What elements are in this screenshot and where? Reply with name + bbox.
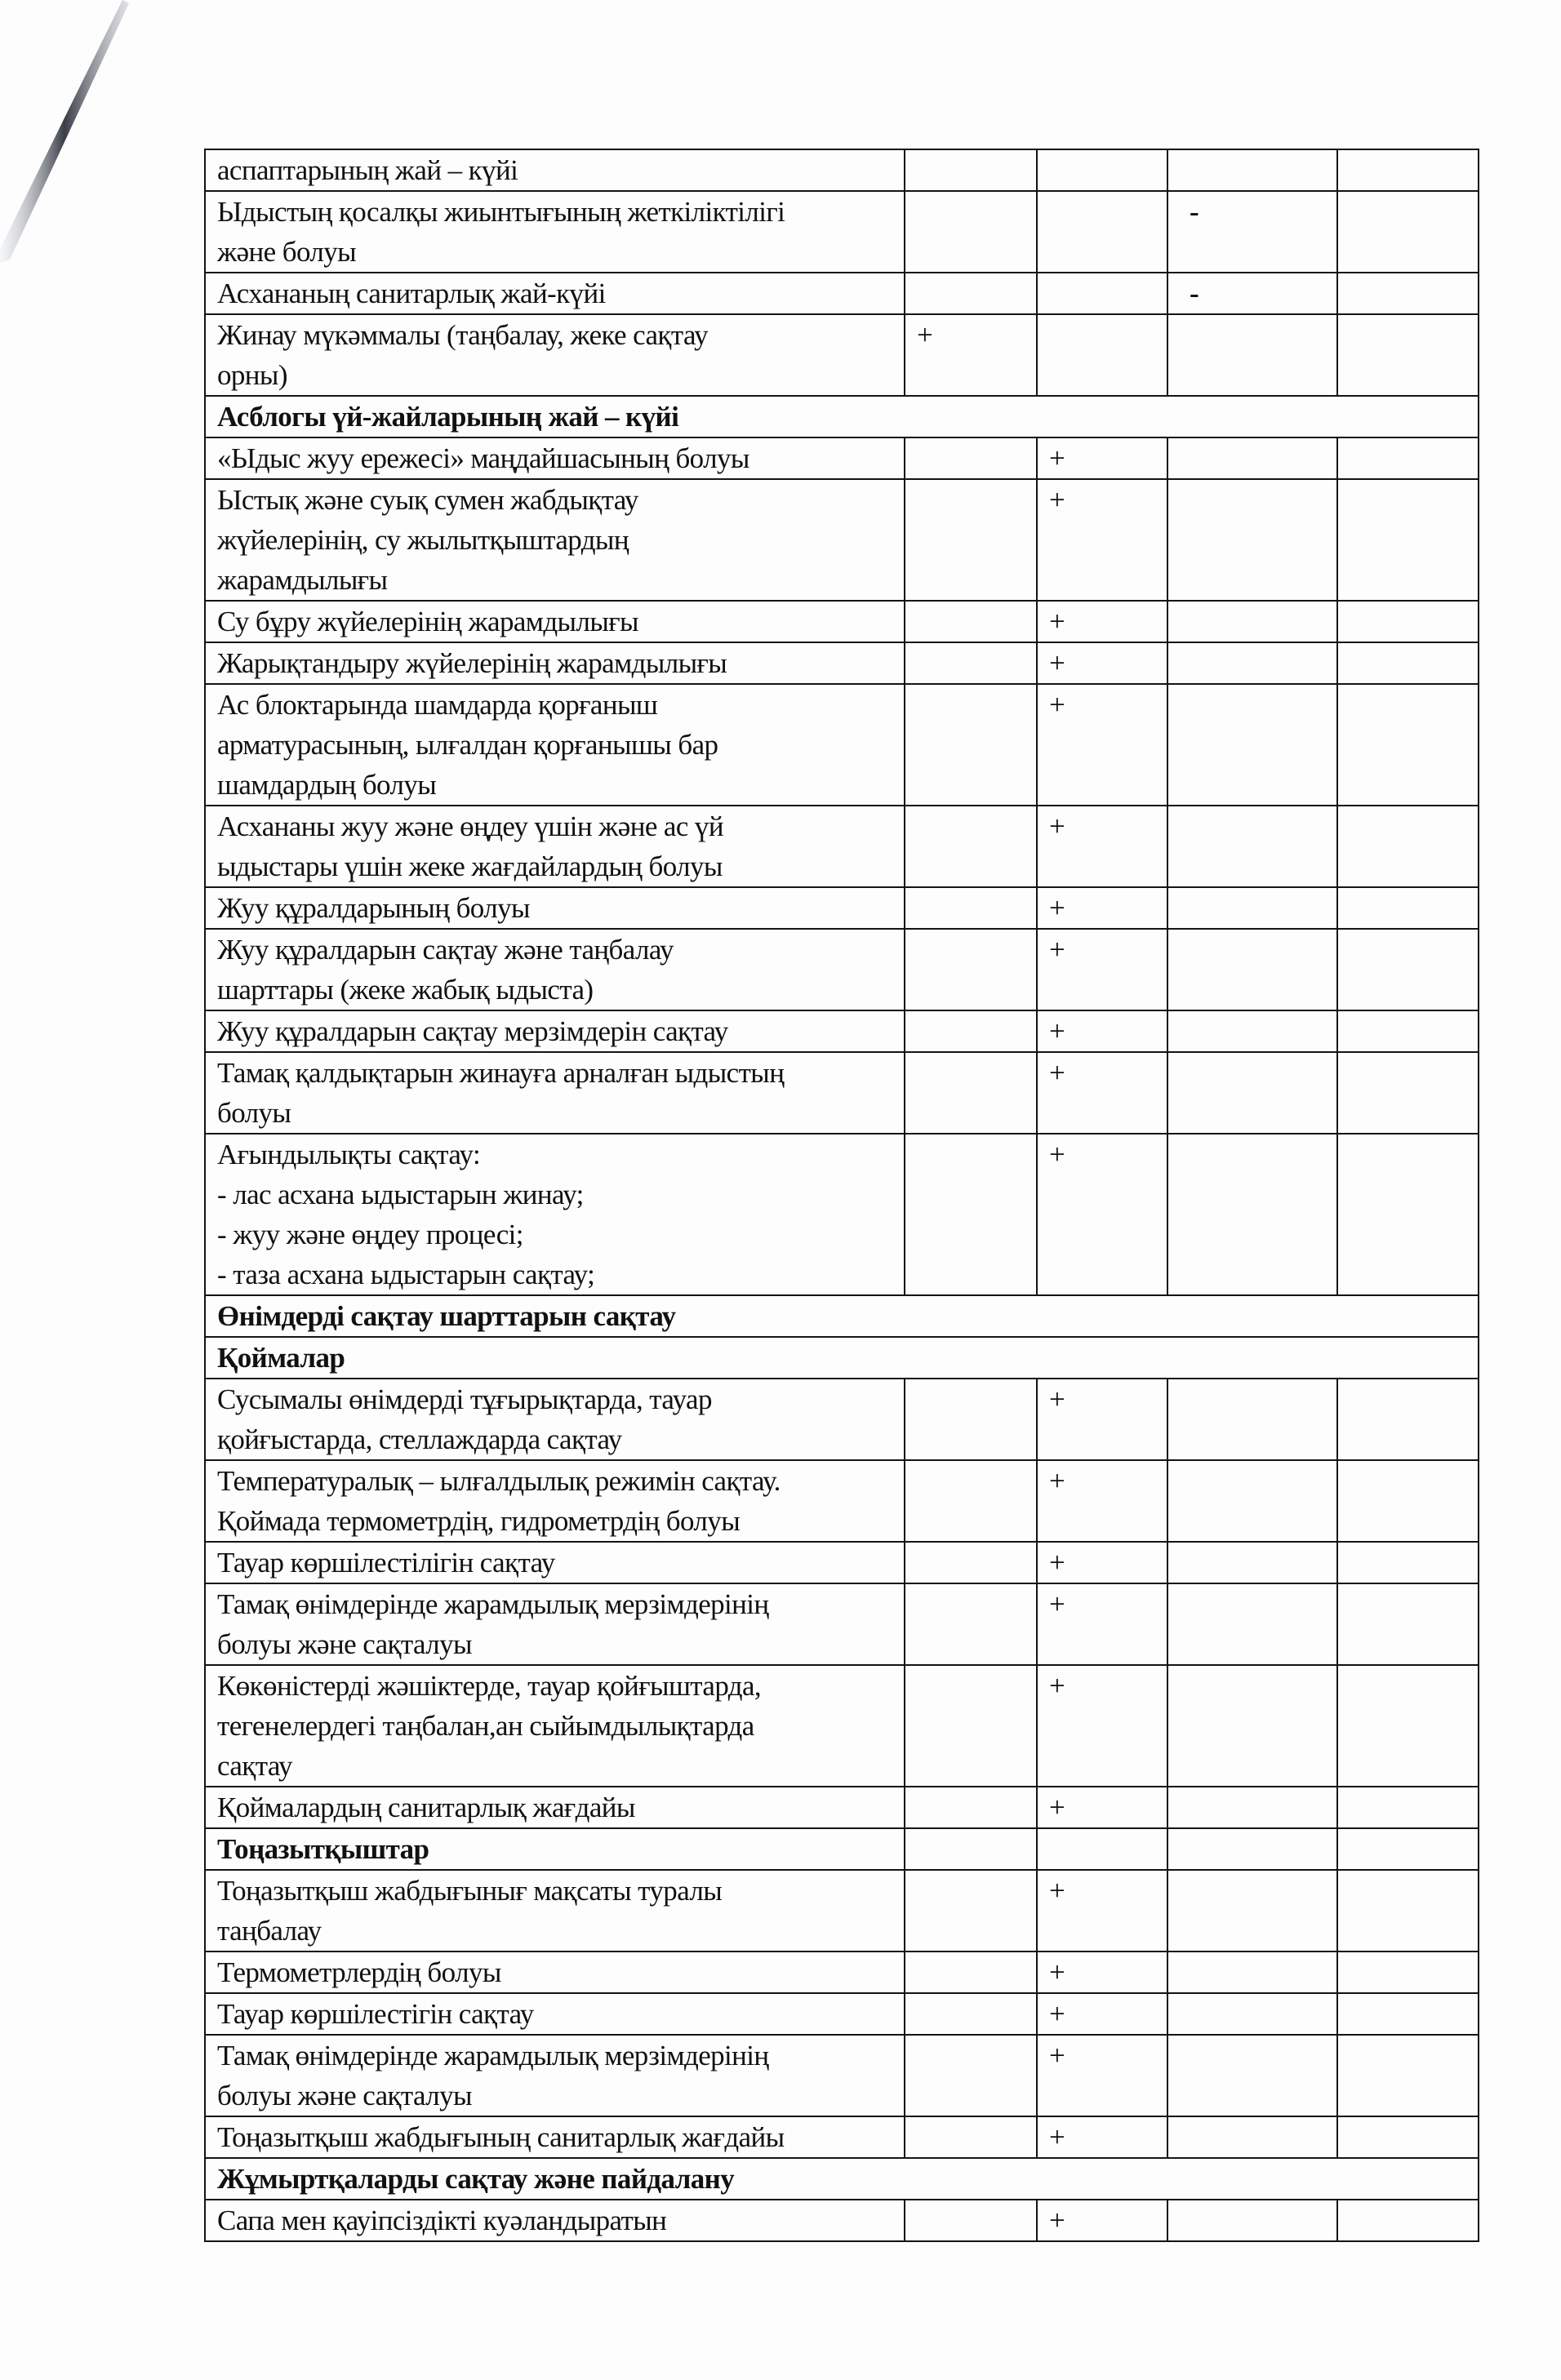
checklist-body: [205, 149, 1479, 2241]
mark-cell-col-4: [1337, 887, 1479, 929]
checklist-row: [205, 929, 1479, 1010]
checklist-row: [205, 2116, 1479, 2158]
criterion-text: [205, 2116, 905, 2158]
text-line: «Ыдыс жуу ережесі» маңдайшасының болуы: [217, 442, 749, 474]
text-line: Жуу құралдарын сақтау және таңбалау: [217, 934, 674, 966]
checklist-row: [205, 1870, 1479, 1952]
checklist-row: [205, 2200, 1479, 2241]
text-line: Ағындылықты сақтау:: [217, 1139, 481, 1170]
checklist-row: [205, 2035, 1479, 2116]
mark-cell-col-2: +: [1037, 1010, 1167, 1052]
mark-cell-col-1: [905, 1952, 1037, 1993]
mark-cell-col-2: +: [1037, 642, 1167, 684]
text-line: Тамақ қалдықтарын жинауға арналған ыдыстың: [217, 1057, 785, 1089]
text-line: Тоңазытқыш жабдығынығ мақсаты туралы: [217, 1875, 723, 1907]
criterion-text: [205, 1460, 905, 1542]
checklist-row: [205, 1665, 1479, 1787]
text-line: тегенелердегі таңбалан,ан сыйымдылықтарда: [217, 1710, 754, 1742]
checklist-row: [205, 642, 1479, 684]
mark-cell-col-1: [905, 1828, 1037, 1870]
text-line: Асблогы үй-жайларының жай – күйі: [217, 401, 679, 433]
criterion-text: [205, 887, 905, 929]
text-line: Тауар көршілестілігін сақтау: [217, 1547, 555, 1579]
mark-cell-col-4: [1337, 1460, 1479, 1542]
mark-cell-col-1: [905, 887, 1037, 929]
text-line: Жұмыртқаларды сақтау және пайдалану: [217, 2163, 735, 2195]
checklist-row: [205, 1460, 1479, 1542]
checklist-row: [205, 273, 1479, 314]
criterion-text: [205, 1134, 905, 1295]
mark-cell-col-2: +: [1037, 1870, 1167, 1952]
text-line: болуы: [217, 1097, 291, 1129]
criterion-text: [205, 273, 905, 314]
mark-cell-col-2: +: [1037, 929, 1167, 1010]
text-line: Су бұру жүйелерінің жарамдылығы: [217, 606, 638, 637]
section-header-row: [205, 2158, 1479, 2200]
mark-cell-col-3: [1167, 479, 1337, 601]
mark-cell-col-3: -: [1167, 273, 1337, 314]
mark-cell-col-4: [1337, 1993, 1479, 2035]
mark-cell-col-2: +: [1037, 1542, 1167, 1583]
mark-cell-col-3: [1167, 1828, 1337, 1870]
mark-cell-col-2: [1037, 314, 1167, 396]
mark-cell-col-3: [1167, 1052, 1337, 1134]
mark-cell-col-4: [1337, 1542, 1479, 1583]
text-line: Асхананың санитарлық жай-күйі: [217, 278, 606, 309]
mark-cell-col-1: [905, 479, 1037, 601]
mark-cell-col-1: +: [905, 314, 1037, 396]
mark-cell-col-1: [905, 1665, 1037, 1787]
criterion-text: [205, 929, 905, 1010]
text-line: Ыстық және суық сумен жабдықтау: [217, 484, 638, 516]
section-header-row: [205, 1295, 1479, 1337]
mark-cell-col-4: [1337, 684, 1479, 806]
criterion-text: [205, 601, 905, 642]
mark-cell-col-3: [1167, 929, 1337, 1010]
text-line: орны): [217, 359, 287, 391]
checklist-row: [205, 1052, 1479, 1134]
checklist-row: [205, 1379, 1479, 1460]
mark-cell-col-1: [905, 1010, 1037, 1052]
text-line: Сусымалы өнімдерді тұғырықтарда, тауар: [217, 1383, 712, 1415]
mark-cell-col-4: [1337, 149, 1479, 191]
mark-cell-col-2: +: [1037, 684, 1167, 806]
criterion-text: [205, 1787, 905, 1828]
mark-cell-col-1: [905, 1052, 1037, 1134]
text-line: шамдардың болуы: [217, 769, 437, 801]
text-line: арматурасының, ылғалдан қорғанышы бар: [217, 729, 718, 761]
mark-cell-col-2: +: [1037, 1460, 1167, 1542]
mark-cell-col-1: [905, 1542, 1037, 1583]
section-title: [205, 2158, 1479, 2200]
mark-cell-col-1: [905, 273, 1037, 314]
criterion-text: [205, 1952, 905, 1993]
text-line: ыдыстары үшін жеке жағдайлардың болуы: [217, 850, 723, 882]
mark-cell-col-3: [1167, 806, 1337, 887]
mark-cell-col-2: +: [1037, 601, 1167, 642]
mark-cell-col-1: [905, 437, 1037, 479]
checklist-row: [205, 1993, 1479, 2035]
mark-cell-col-3: [1167, 1010, 1337, 1052]
criterion-text: [205, 1542, 905, 1583]
mark-cell-col-1: [905, 806, 1037, 887]
mark-cell-col-2: [1037, 149, 1167, 191]
section-title: [205, 396, 1479, 437]
criterion-text: [205, 2035, 905, 2116]
mark-cell-col-2: +: [1037, 1379, 1167, 1460]
checklist-row: [205, 1542, 1479, 1583]
text-line: Тамақ өнімдерінде жарамдылық мерзімдерінің: [217, 2040, 769, 2071]
mark-cell-col-2: +: [1037, 1993, 1167, 2035]
mark-cell-col-1: [905, 1993, 1037, 2035]
checklist-row: [205, 191, 1479, 273]
mark-cell-col-2: +: [1037, 1665, 1167, 1787]
mark-cell-col-2: [1037, 191, 1167, 273]
mark-cell-col-2: [1037, 273, 1167, 314]
mark-cell-col-1: [905, 191, 1037, 273]
mark-cell-col-1: [905, 601, 1037, 642]
text-line: Сапа мен қауіпсіздікті куәландыратын: [217, 2205, 667, 2236]
checklist-row: [205, 149, 1479, 191]
mark-cell-col-1: [905, 1460, 1037, 1542]
mark-cell-col-4: [1337, 1010, 1479, 1052]
mark-cell-col-2: +: [1037, 2200, 1167, 2241]
mark-cell-col-4: [1337, 642, 1479, 684]
mark-cell-col-4: [1337, 1952, 1479, 1993]
text-line: Жинау мүкәммалы (таңбалау, жеке сақтау: [217, 319, 709, 351]
mark-cell-col-3: [1167, 1665, 1337, 1787]
text-line: жүйелерінің, су жылытқыштардың: [217, 524, 629, 556]
text-line: Тоңазытқыштар: [217, 1833, 429, 1865]
mark-cell-col-3: [1167, 1379, 1337, 1460]
text-line: болуы және сақталуы: [217, 2080, 472, 2111]
inspection-checklist-table: [204, 149, 1479, 2242]
mark-cell-col-3: -: [1167, 191, 1337, 273]
mark-cell-col-4: [1337, 1052, 1479, 1134]
mark-cell-col-2: +: [1037, 437, 1167, 479]
checklist-row: [205, 437, 1479, 479]
mark-cell-col-4: [1337, 1828, 1479, 1870]
text-line: қойғыстарда, стеллаждарда сақтау: [217, 1423, 622, 1455]
mark-cell-col-4: [1337, 2035, 1479, 2116]
text-line: Жарықтандыру жүйелерінің жарамдылығы: [217, 647, 727, 679]
criterion-text: [205, 1870, 905, 1952]
checklist-row: [205, 887, 1479, 929]
mark-cell-col-1: [905, 684, 1037, 806]
mark-cell-col-2: +: [1037, 2035, 1167, 2116]
mark-cell-col-4: [1337, 1134, 1479, 1295]
mark-cell-col-2: [1037, 1828, 1167, 1870]
mark-cell-col-3: [1167, 642, 1337, 684]
mark-cell-col-3: [1167, 1787, 1337, 1828]
text-line: шарттары (жеке жабық ыдыста): [217, 974, 594, 1006]
text-line: Асхананы жуу және өңдеу үшін және ас үй: [217, 810, 723, 842]
text-line: Қоймалардың санитарлық жағдайы: [217, 1792, 635, 1823]
criterion-text: [205, 1993, 905, 2035]
text-line: Тамақ өнімдерінде жарамдылық мерзімдерінің: [217, 1588, 769, 1620]
mark-cell-col-3: [1167, 1134, 1337, 1295]
text-line: және болуы: [217, 236, 357, 268]
criterion-text: [205, 479, 905, 601]
criterion-text: [205, 806, 905, 887]
mark-cell-col-3: [1167, 684, 1337, 806]
text-line: аспаптарының жай – күйі: [217, 154, 518, 186]
criterion-text: [205, 2200, 905, 2241]
checklist-row: [205, 1583, 1479, 1665]
section-title: [205, 1295, 1479, 1337]
text-line: жарамдылығы: [217, 564, 388, 596]
checklist-row: [205, 601, 1479, 642]
criterion-text: [205, 642, 905, 684]
section-header-row: [205, 1828, 1479, 1870]
text-line: - лас асхана ыдыстарын жинау;: [217, 1179, 584, 1210]
mark-cell-col-3: [1167, 1583, 1337, 1665]
mark-cell-col-1: [905, 149, 1037, 191]
mark-cell-col-2: +: [1037, 2116, 1167, 2158]
mark-cell-col-4: [1337, 806, 1479, 887]
text-line: Қоймада термометрдің, гидрометрдің болуы: [217, 1505, 740, 1537]
mark-cell-col-3: [1167, 437, 1337, 479]
text-line: Ас блоктарында шамдарда қорғаныш: [217, 689, 658, 721]
mark-cell-col-4: [1337, 1870, 1479, 1952]
mark-cell-col-3: [1167, 1870, 1337, 1952]
mark-cell-col-3: [1167, 1460, 1337, 1542]
criterion-text: [205, 191, 905, 273]
section-header-row: [205, 1337, 1479, 1379]
section-title: [205, 1337, 1479, 1379]
mark-cell-col-2: +: [1037, 479, 1167, 601]
mark-cell-col-1: [905, 1870, 1037, 1952]
criterion-text: [205, 314, 905, 396]
mark-cell-col-3: [1167, 1952, 1337, 1993]
text-line: сақтау: [217, 1750, 292, 1782]
checklist-row: [205, 1952, 1479, 1993]
section-title: [205, 1828, 905, 1870]
criterion-text: [205, 149, 905, 191]
mark-cell-col-4: [1337, 2200, 1479, 2241]
checklist-row: [205, 1787, 1479, 1828]
mark-cell-col-1: [905, 1787, 1037, 1828]
mark-cell-col-3: [1167, 314, 1337, 396]
checklist-row: [205, 479, 1479, 601]
text-line: Жуу құралдарының болуы: [217, 892, 530, 924]
mark-cell-col-4: [1337, 1787, 1479, 1828]
checklist-row: [205, 1010, 1479, 1052]
mark-cell-col-2: +: [1037, 1583, 1167, 1665]
criterion-text: [205, 1665, 905, 1787]
mark-cell-col-4: [1337, 479, 1479, 601]
text-line: таңбалау: [217, 1915, 322, 1947]
criterion-text: [205, 1052, 905, 1134]
mark-cell-col-2: +: [1037, 1052, 1167, 1134]
mark-cell-col-3: [1167, 887, 1337, 929]
mark-cell-col-4: [1337, 191, 1479, 273]
mark-cell-col-1: [905, 1379, 1037, 1460]
mark-cell-col-1: [905, 2035, 1037, 2116]
mark-cell-col-2: +: [1037, 806, 1167, 887]
mark-cell-col-3: [1167, 2116, 1337, 2158]
text-line: - таза асхана ыдыстарын сақтау;: [217, 1259, 595, 1290]
criterion-text: [205, 684, 905, 806]
text-line: Өнімдерді сақтау шарттарын сақтау: [217, 1300, 676, 1332]
text-line: Термометрлердің болуы: [217, 1956, 501, 1988]
mark-cell-col-1: [905, 2200, 1037, 2241]
mark-cell-col-3: [1167, 1993, 1337, 2035]
checklist-row: [205, 1134, 1479, 1295]
criterion-text: [205, 1010, 905, 1052]
mark-cell-col-1: [905, 1583, 1037, 1665]
mark-cell-col-4: [1337, 1583, 1479, 1665]
scan-edge-shadow: [0, 0, 131, 269]
text-line: Қоймалар: [217, 1342, 345, 1374]
checklist-row: [205, 806, 1479, 887]
mark-cell-col-4: [1337, 1665, 1479, 1787]
mark-cell-col-1: [905, 642, 1037, 684]
mark-cell-col-1: [905, 1134, 1037, 1295]
text-line: Температуралық – ылғалдылық режимін сақтау.: [217, 1465, 780, 1497]
mark-cell-col-4: [1337, 273, 1479, 314]
mark-cell-col-1: [905, 929, 1037, 1010]
mark-cell-col-1: [905, 2116, 1037, 2158]
mark-cell-col-3: [1167, 601, 1337, 642]
criterion-text: [205, 437, 905, 479]
criterion-text: [205, 1379, 905, 1460]
mark-cell-col-4: [1337, 437, 1479, 479]
mark-cell-col-2: +: [1037, 1134, 1167, 1295]
criterion-text: [205, 1583, 905, 1665]
mark-cell-col-2: +: [1037, 887, 1167, 929]
mark-cell-col-4: [1337, 314, 1479, 396]
text-line: Тауар көршілестігін сақтау: [217, 1998, 534, 2030]
mark-cell-col-2: +: [1037, 1787, 1167, 1828]
mark-cell-col-2: +: [1037, 1952, 1167, 1993]
mark-cell-col-4: [1337, 929, 1479, 1010]
mark-cell-col-3: [1167, 1542, 1337, 1583]
text-line: болуы және сақталуы: [217, 1628, 472, 1660]
mark-cell-col-4: [1337, 601, 1479, 642]
checklist-row: [205, 684, 1479, 806]
checklist-row: [205, 314, 1479, 396]
mark-cell-col-3: [1167, 149, 1337, 191]
mark-cell-col-4: [1337, 2116, 1479, 2158]
text-line: Тоңазытқыш жабдығының санитарлық жағдайы: [217, 2121, 785, 2153]
text-line: Ыдыстың қосалқы жиынтығының жеткіліктілігі: [217, 196, 785, 228]
text-line: Көкөністерді жәшіктерде, тауар қойғыштарда,: [217, 1670, 762, 1702]
section-header-row: [205, 396, 1479, 437]
text-line: Жуу құралдарын сақтау мерзімдерін сақтау: [217, 1015, 728, 1047]
mark-cell-col-3: [1167, 2200, 1337, 2241]
text-line: - жуу және өңдеу процесі;: [217, 1219, 523, 1250]
mark-cell-col-3: [1167, 2035, 1337, 2116]
mark-cell-col-4: [1337, 1379, 1479, 1460]
